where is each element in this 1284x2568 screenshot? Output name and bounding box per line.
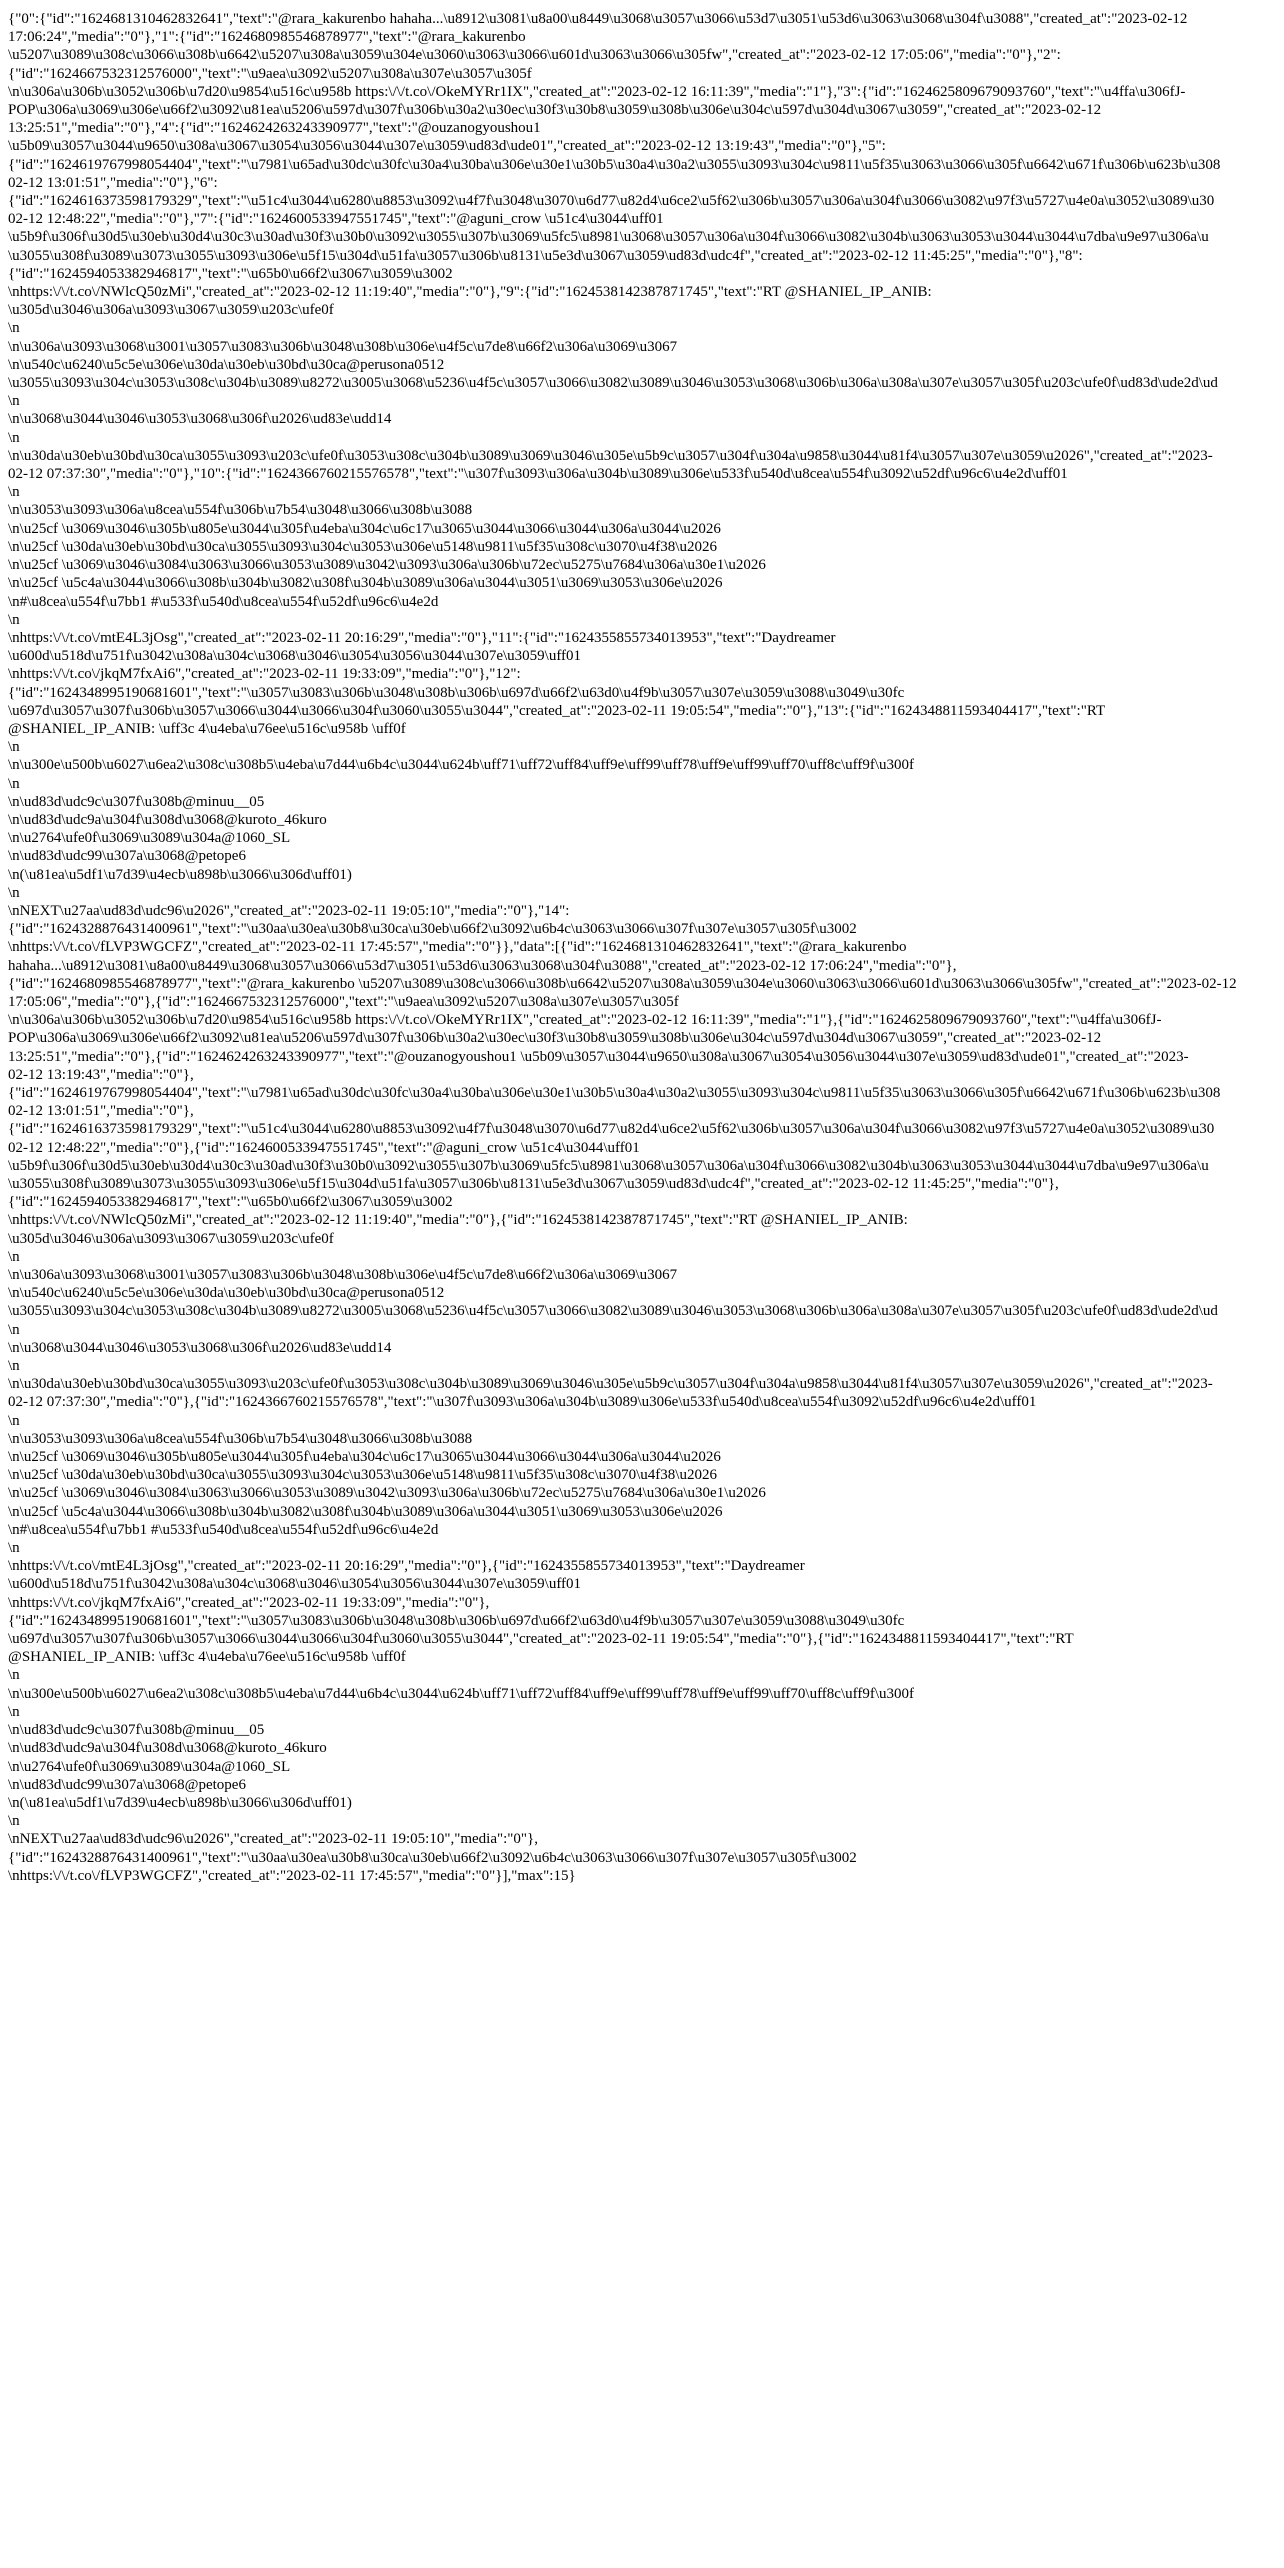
json-text-line: \n [8, 1412, 20, 1429]
json-text-line: \n\u3068\u3044\u3046\u3053\u3068\u306f\u2026\ud83e\udd14 [8, 1339, 392, 1356]
json-text-line: \nhttps:\/\/t.co\/fLVP3WGCFZ","created_at":"2023-02-11 17:45:57","media":"0"}},"data":[{"id":"1624681310462832641","text":"@rara_kakurenbo [8, 939, 907, 956]
json-text-line: {"id":"1624348995190681601","text":"\u3057\u3083\u306b\u3048\u308b\u306b\u697d\u66f2\u63d0\u4f9b\u3057\u307e\u3059\u3088\u3049\u30fc [8, 684, 905, 701]
json-text-line: \n\u25cf \u5c4a\u3044\u3066\u308b\u304b\u3082\u308f\u304b\u3089\u306a\u3044\u3051\u3069\u3053\u306e\u2026 [8, 1503, 723, 1520]
json-text-line: \n [8, 1321, 20, 1338]
json-text-line: \u305d\u3046\u306a\u3093\u3067\u3059\u203c\ufe0f [8, 302, 334, 319]
json-text-line: @SHANIEL_IP_ANIB: \uff3c 4\u4eba\u76ee\u516c\u958b \uff0f [8, 720, 406, 737]
raw-json-text [8, 10, 1276, 1885]
json-text-line: {"0":{"id":"1624681310462832641","text":"@rara_kakurenbo hahaha...\u8912\u3081\u8a00\u8449\u3068\u3057\u3066\u53d7\u3051\u53d6\u3063\u3068\u304f\u3088","created_at":"2023-02-12 [8, 11, 1188, 27]
json-text-line: \n\u25cf \u3069\u3046\u305b\u805e\u3044\u305f\u4eba\u304c\u6c17\u3065\u3044\u3066\u3044\u306a\u3044\u2026 [8, 1449, 721, 1466]
json-text-line: \n\u306a\u306b\u3052\u306b\u7d20\u9854\u516c\u958b https:\/\/t.co\/OkeMYRr1IX","created_at":"2023-02-12 16:11:39","media":"1"},{"id":"1624625809679093760","text":"\u4ffa\u306fJ- [8, 1012, 1162, 1029]
json-text-line: \n\ud83d\udc99\u307a\u3068@petope6 [8, 1776, 246, 1793]
json-text-line: {"id":"1624667532312576000","text":"\u9aea\u3092\u5207\u308a\u307e\u3057\u305f [8, 65, 532, 82]
json-text-line: \n\u540c\u6240\u5c5e\u306e\u30da\u30eb\u30bd\u30ca@perusona0512 [8, 356, 445, 373]
json-text-line: \n\u30da\u30eb\u30bd\u30ca\u3055\u3093\u203c\ufe0f\u3053\u308c\u304b\u3089\u3069\u3046\u305e\u5b9c\u3057\u304f\u304a\u9858\u3044\u81f4\u3057\u307e\u3059\u2026","created_at":"2023- [8, 1376, 1213, 1393]
json-text-line: \n [8, 1813, 20, 1830]
json-text-line: \n\u300e\u500b\u6027\u6ea2\u308c\u308b5\u4eba\u7d44\u6b4c\u3044\u624b\uff71\uff72\uff84\uff9e\uff99\uff78\uff9e\uff99\uff70\uff8c\uff9f\u300f [8, 1685, 914, 1702]
json-text-line: \n\u3068\u3044\u3046\u3053\u3068\u306f\u2026\ud83e\udd14 [8, 411, 392, 428]
json-text-line: \n [8, 1667, 20, 1684]
json-text-line: \u5b9f\u306f\u30d5\u30eb\u30d4\u30c3\u30ad\u30f3\u30b0\u3092\u3055\u307b\u3069\u5fc5\u8981\u3068\u3057\u306a\u304f\u3066\u3082\u304b\u3063\u3053\u3044\u3044\u7dba\u9e97\u306a\u [8, 229, 1209, 246]
json-text-line: \n\u25cf \u3069\u3046\u3084\u3063\u3066\u3053\u3089\u3042\u3093\u306a\u306b\u72ec\u5275\u7684\u306a\u30e1\u2026 [8, 1485, 766, 1502]
json-text-line: POP\u306a\u3069\u306e\u66f2\u3092\u81ea\u5206\u597d\u307f\u306b\u30a2\u30ec\u30f3\u30b8\u3059\u308b\u306e\u304c\u597d\u304d\u3067\u3059","created_at":"2023-02-12 [8, 1030, 1102, 1047]
json-text-line: \n [8, 739, 20, 756]
json-text-line: \u3055\u308f\u3089\u3073\u3055\u3093\u306e\u5f15\u304d\u51fa\u3057\u306b\u8131\u5e3d\u3067\u3059\ud83d\udc4f","created_at":"2023-02-12 11:45:25","media":"0"},"8": [8, 247, 1083, 264]
json-text-line: \nNEXT\u27aa\ud83d\udc96\u2026","created_at":"2023-02-11 19:05:10","media":"0"}, [8, 1831, 538, 1848]
json-text-line: \u600d\u518d\u751f\u3042\u308a\u304c\u3068\u3046\u3054\u3056\u3044\u307e\u3059\uff01 [8, 1576, 582, 1593]
json-text-line: \n\ud83d\udc9c\u307f\u308b@minuu__05 [8, 793, 265, 810]
json-text-line: \u3055\u3093\u304c\u3053\u308c\u304b\u3089\u8272\u3005\u3068\u5236\u4f5c\u3057\u3066\u3082\u3089\u3046\u3053\u3068\u306b\u306a\u308a\u307e\u3057\u305f\u203c\ufe0f\ud83d\ude2d\ud [8, 1303, 1218, 1320]
json-text-line: \n [8, 320, 20, 337]
json-text-line: 17:05:06","media":"0"},{"id":"1624667532312576000","text":"\u9aea\u3092\u5207\u308a\u307e\u3057\u305f [8, 993, 679, 1010]
json-text-line: 02-12 13:01:51","media":"0"}, [8, 1103, 194, 1120]
json-text-line: \n [8, 1248, 20, 1265]
json-text-line: \nhttps:\/\/t.co\/NWlcQ50zMi","created_at":"2023-02-12 11:19:40","media":"0"},"9":{"id":"1624538142387871745","text":"RT @SHANIEL_IP_ANIB: [8, 284, 932, 301]
json-text-line: \n\u306a\u3093\u3068\u3001\u3057\u3083\u306b\u3048\u308b\u306e\u4f5c\u7de8\u66f2\u306a\u3069\u3067 [8, 338, 678, 355]
json-text-line: {"id":"1624619767998054404","text":"\u7981\u65ad\u30dc\u30fc\u30a4\u30ba\u306e\u30e1\u30b5\u30a4\u30a2\u3055\u3093\u304c\u9811\u5f35\u3063\u3066\u305f\u6642\u671f\u306b\u623b\u308 [8, 156, 1221, 173]
json-text-line: \n\u306a\u3093\u3068\u3001\u3057\u3083\u306b\u3048\u308b\u306e\u4f5c\u7de8\u66f2\u306a\u3069\u3067 [8, 1267, 678, 1284]
json-text-line: \n(\u81ea\u5df1\u7d39\u4ecb\u898b\u3066\u306d\uff01) [8, 1794, 352, 1811]
json-text-line: \n\ud83d\udc9a\u304f\u308d\u3068@kuroto_46kuro [8, 1740, 327, 1757]
json-text-line: \n [8, 884, 20, 901]
json-text-line: \u5b9f\u306f\u30d5\u30eb\u30d4\u30c3\u30ad\u30f3\u30b0\u3092\u3055\u307b\u3069\u5fc5\u8981\u3068\u3057\u306a\u304f\u3066\u3082\u304b\u3063\u3053\u3044\u3044\u7dba\u9e97\u306a\u [8, 1157, 1209, 1174]
json-text-line: 02-12 12:48:22","media":"0"},{"id":"1624600533947551745","text":"@aguni_crow \u51c4\u3044\uff01 [8, 1139, 640, 1156]
json-text-line: \n\u3053\u3093\u306a\u8cea\u554f\u306b\u7b54\u3048\u3066\u308b\u3088 [8, 502, 473, 519]
json-text-line: \u697d\u3057\u307f\u306b\u3057\u3066\u3044\u3066\u304f\u3060\u3055\u3044","created_at":"2023-02-11 19:05:54","media":"0"},{"id":"1624348811593404417","text":"RT [8, 1631, 1074, 1648]
json-text-line: 02-12 07:37:30","media":"0"},"10":{"id":"1624366760215576578","text":"\u307f\u3093\u306a\u304b\u3089\u306e\u533f\u540d\u8cea\u554f\u3092\u52df\u96c6\u4e2d\uff01 [8, 466, 1068, 483]
json-text-line: \u600d\u518d\u751f\u3042\u308a\u304c\u3068\u3046\u3054\u3056\u3044\u307e\u3059\uff01 [8, 648, 582, 665]
json-text-line: \n [8, 429, 20, 446]
json-text-line: \n\ud83d\udc99\u307a\u3068@petope6 [8, 848, 246, 865]
json-text-line: \n\u2764\ufe0f\u3069\u3089\u304a@1060_SL [8, 1758, 291, 1775]
json-text-line: \nhttps:\/\/t.co\/jkqM7fxAi6","created_at":"2023-02-11 19:33:09","media":"0"},"12": [8, 666, 521, 683]
json-text-line: 02-12 12:48:22","media":"0"},"7":{"id":"1624600533947551745","text":"@aguni_crow \u51c4\u3044\uff01 [8, 211, 664, 228]
json-text-line: {"id":"1624348995190681601","text":"\u3057\u3083\u306b\u3048\u308b\u306b\u697d\u66f2\u63d0\u4f9b\u3057\u307e\u3059\u3088\u3049\u30fc [8, 1612, 905, 1629]
json-text-line: {"id":"1624616373598179329","text":"\u51c4\u3044\u6280\u8853\u3092\u4f7f\u3048\u3070\u6d77\u82d4\u6ce2\u5f62\u306b\u3057\u306a\u304f\u3066\u3082\u97f3\u5727\u4e0a\u3052\u3089\u30 [8, 193, 1215, 210]
json-text-line: \n\ud83d\udc9c\u307f\u308b@minuu__05 [8, 1722, 265, 1739]
json-text-line: hahaha...\u8912\u3081\u8a00\u8449\u3068\u3057\u3066\u53d7\u3051\u53d6\u3063\u3068\u304f\u3088","created_at":"2023-02-12 17:06:24","media":"0"}, [8, 957, 957, 974]
json-text-line: \nhttps:\/\/t.co\/fLVP3WGCFZ","created_at":"2023-02-11 17:45:57","media":"0"}],"max":15} [8, 1867, 576, 1884]
json-text-line: \n [8, 775, 20, 792]
json-text-line: \nhttps:\/\/t.co\/mtE4L3jOsg","created_at":"2023-02-11 20:16:29","media":"0"},"11":{"id":"1624355855734013953","text":"Daydreamer [8, 629, 836, 646]
json-text-line: \n#\u8cea\u554f\u7bb1 #\u533f\u540d\u8cea\u554f\u52df\u96c6\u4e2d [8, 593, 439, 610]
json-text-line: \u3055\u3093\u304c\u3053\u308c\u304b\u3089\u8272\u3005\u3068\u5236\u4f5c\u3057\u3066\u3082\u3089\u3046\u3053\u3068\u306b\u306a\u308a\u307e\u3057\u305f\u203c\ufe0f\ud83d\ude2d\ud [8, 375, 1218, 392]
json-text-line: \n\u25cf \u3069\u3046\u305b\u805e\u3044\u305f\u4eba\u304c\u6c17\u3065\u3044\u3066\u3044\u306a\u3044\u2026 [8, 520, 721, 537]
json-text-line: \n\u2764\ufe0f\u3069\u3089\u304a@1060_SL [8, 830, 291, 847]
json-text-line: \n [8, 393, 20, 410]
json-text-line: \u305d\u3046\u306a\u3093\u3067\u3059\u203c\ufe0f [8, 1230, 334, 1247]
json-text-line: 17:06:24","media":"0"},"1":{"id":"1624680985546878977","text":"@rara_kakurenbo [8, 29, 526, 46]
json-text-line: \nhttps:\/\/t.co\/NWlcQ50zMi","created_at":"2023-02-12 11:19:40","media":"0"},{"id":"1624538142387871745","text":"RT @SHANIEL_IP_ANIB: [8, 1212, 908, 1229]
json-text-line: POP\u306a\u3069\u306e\u66f2\u3092\u81ea\u5206\u597d\u307f\u306b\u30a2\u30ec\u30f3\u30b8\u3059\u308b\u306e\u304c\u597d\u304d\u3067\u3059","created_at":"2023-02-12 [8, 102, 1102, 119]
json-text-line: \n\u25cf \u30da\u30eb\u30bd\u30ca\u3055\u3093\u304c\u3053\u306e\u5148\u9811\u5f35\u308c\u3070\u4f38\u2026 [8, 1467, 717, 1484]
json-text-line: \u3055\u308f\u3089\u3073\u3055\u3093\u306e\u5f15\u304d\u51fa\u3057\u306b\u8131\u5e3d\u3067\u3059\ud83d\udc4f","created_at":"2023-02-12 11:45:25","media":"0"}, [8, 1176, 1059, 1192]
json-text-line: \n\u30da\u30eb\u30bd\u30ca\u3055\u3093\u203c\ufe0f\u3053\u308c\u304b\u3089\u3069\u3046\u305e\u5b9c\u3057\u304f\u304a\u9858\u3044\u81f4\u3057\u307e\u3059\u2026","created_at":"2023- [8, 447, 1213, 464]
json-text-line: {"id":"1624616373598179329","text":"\u51c4\u3044\u6280\u8853\u3092\u4f7f\u3048\u3070\u6d77\u82d4\u6ce2\u5f62\u306b\u3057\u306a\u304f\u3066\u3082\u97f3\u5727\u4e0a\u3052\u3089\u30 [8, 1121, 1215, 1138]
json-text-line: 02-12 13:01:51","media":"0"},"6": [8, 174, 218, 191]
json-text-line: \n\u25cf \u5c4a\u3044\u3066\u308b\u304b\u3082\u308f\u304b\u3089\u306a\u3044\u3051\u3069\u3053\u306e\u2026 [8, 575, 723, 592]
json-text-line: \n\u3053\u3093\u306a\u8cea\u554f\u306b\u7b54\u3048\u3066\u308b\u3088 [8, 1430, 473, 1447]
json-text-line: \n [8, 1358, 20, 1375]
json-text-line: \nhttps:\/\/t.co\/mtE4L3jOsg","created_at":"2023-02-11 20:16:29","media":"0"},{"id":"1624355855734013953","text":"Daydreamer [8, 1558, 805, 1575]
json-text-line: \n\u25cf \u30da\u30eb\u30bd\u30ca\u3055\u3093\u304c\u3053\u306e\u5148\u9811\u5f35\u308c\u3070\u4f38\u2026 [8, 538, 717, 555]
json-text-line: \n#\u8cea\u554f\u7bb1 #\u533f\u540d\u8cea\u554f\u52df\u96c6\u4e2d [8, 1521, 439, 1538]
json-text-line: \n\u540c\u6240\u5c5e\u306e\u30da\u30eb\u30bd\u30ca@perusona0512 [8, 1285, 445, 1302]
json-text-line: \n [8, 1540, 20, 1557]
json-text-line: @SHANIEL_IP_ANIB: \uff3c 4\u4eba\u76ee\u516c\u958b \uff0f [8, 1649, 406, 1666]
json-text-line: {"id":"1624594053382946817","text":"\u65b0\u66f2\u3067\u3059\u3002 [8, 1194, 453, 1211]
json-text-line: \n [8, 484, 20, 501]
json-text-line: 02-12 13:19:43","media":"0"}, [8, 1066, 194, 1083]
json-text-line: 13:25:51","media":"0"},{"id":"1624624263243390977","text":"@ouzanogyoushou1 \u5b09\u3057\u3044\u9650\u308a\u3067\u3054\u3056\u3044\u307e\u3059\ud83d\ude01","created_at":"2023- [8, 1048, 1189, 1065]
json-text-line: 02-12 07:37:30","media":"0"},{"id":"1624366760215576578","text":"\u307f\u3093\u306a\u304b\u3089\u306e\u533f\u540d\u8cea\u554f\u3092\u52df\u96c6\u4e2d\uff01 [8, 1394, 1037, 1411]
json-text-line: \n\ud83d\udc9a\u304f\u308d\u3068@kuroto_46kuro [8, 811, 327, 828]
json-text-line: {"id":"1624328876431400961","text":"\u30aa\u30ea\u30b8\u30ca\u30eb\u66f2\u3092\u6b4c\u3063\u3066\u307f\u307e\u3057\u305f\u3002 [8, 1849, 857, 1866]
json-text-line: \n(\u81ea\u5df1\u7d39\u4ecb\u898b\u3066\u306d\uff01) [8, 866, 352, 883]
json-text-line: \n\u300e\u500b\u6027\u6ea2\u308c\u308b5\u4eba\u7d44\u6b4c\u3044\u624b\uff71\uff72\uff84\uff9e\uff99\uff78\uff9e\uff99\uff70\uff8c\uff9f\u300f [8, 757, 914, 774]
json-text-line: {"id":"1624680985546878977","text":"@rara_kakurenbo \u5207\u3089\u308c\u3066\u308b\u6642\u5207\u308a\u3059\u304e\u3060\u3063\u3066\u601d\u3063\u3066\u305fw","created_at":"2023-02-12 [8, 975, 1237, 992]
json-text-line: \n [8, 611, 20, 628]
json-text-line: {"id":"1624594053382946817","text":"\u65b0\u66f2\u3067\u3059\u3002 [8, 265, 453, 282]
json-text-line: \n\u25cf \u3069\u3046\u3084\u3063\u3066\u3053\u3089\u3042\u3093\u306a\u306b\u72ec\u5275\u7684\u306a\u30e1\u2026 [8, 557, 766, 574]
json-text-line: \n\u306a\u306b\u3052\u306b\u7d20\u9854\u516c\u958b https:\/\/t.co\/OkeMYRr1IX","created_at":"2023-02-12 16:11:39","media":"1"},"3":{"id":"1624625809679093760","text":"\u4ffa\u306fJ- [8, 83, 1186, 100]
json-text-line: {"id":"1624328876431400961","text":"\u30aa\u30ea\u30b8\u30ca\u30eb\u66f2\u3092\u6b4c\u3063\u3066\u307f\u307e\u3057\u305f\u3002 [8, 921, 857, 938]
json-text-line: {"id":"1624619767998054404","text":"\u7981\u65ad\u30dc\u30fc\u30a4\u30ba\u306e\u30e1\u30b5\u30a4\u30a2\u3055\u3093\u304c\u9811\u5f35\u3063\u3066\u305f\u6642\u671f\u306b\u623b\u308 [8, 1084, 1221, 1101]
json-text-line: \nhttps:\/\/t.co\/jkqM7fxAi6","created_at":"2023-02-11 19:33:09","media":"0"}, [8, 1594, 490, 1611]
json-text-line: \nNEXT\u27aa\ud83d\udc96\u2026","created_at":"2023-02-11 19:05:10","media":"0"},"14": [8, 902, 570, 919]
json-text-line: \u5207\u3089\u308c\u3066\u308b\u6642\u5207\u308a\u3059\u304e\u3060\u3063\u3066\u601d\u3063\u3066\u305fw","created_at":"2023-02-12 17:05:06","media":"0"},"2": [8, 47, 1061, 64]
json-text-line: \u697d\u3057\u307f\u306b\u3057\u3066\u3044\u3066\u304f\u3060\u3055\u3044","created_at":"2023-02-11 19:05:54","media":"0"},"13":{"id":"1624348811593404417","text":"RT [8, 702, 1106, 719]
json-text-line: 13:25:51","media":"0"},"4":{"id":"1624624263243390977","text":"@ouzanogyoushou1 [8, 120, 541, 137]
json-text-line: \u5b09\u3057\u3044\u9650\u308a\u3067\u3054\u3056\u3044\u307e\u3059\ud83d\ude01","created_at":"2023-02-12 13:19:43","media":"0"},"5": [8, 138, 886, 155]
json-text-line: \n [8, 1703, 20, 1720]
